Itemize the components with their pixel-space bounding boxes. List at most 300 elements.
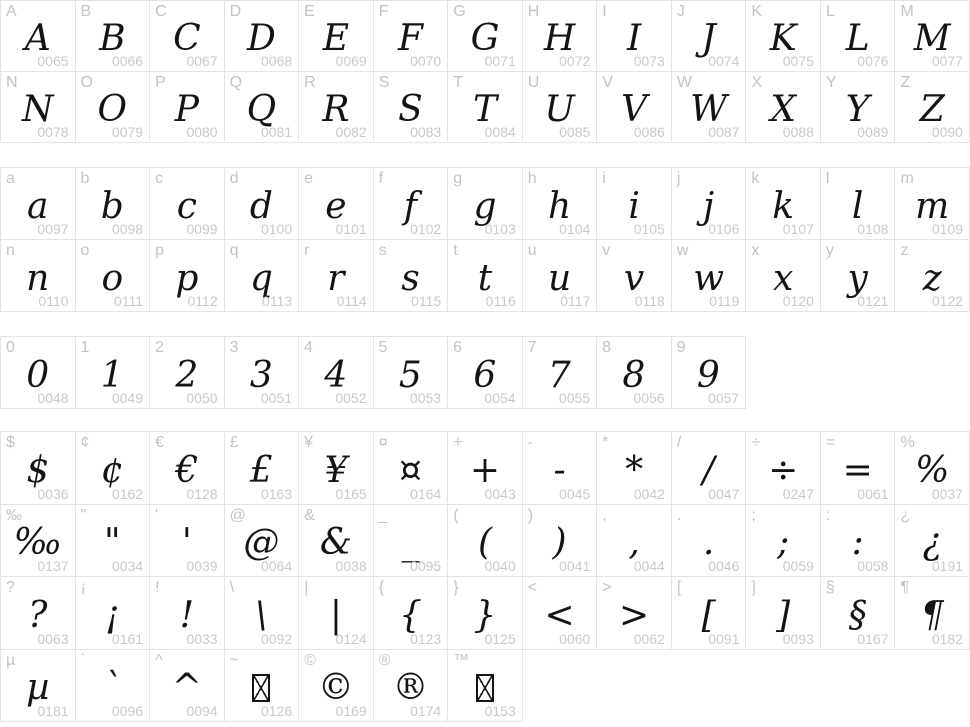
glyph-cell[interactable] xyxy=(374,577,449,650)
glyph-cell[interactable] xyxy=(523,577,598,650)
unicode-code: 0164 xyxy=(410,485,442,502)
glyph-block-uppercase xyxy=(0,0,970,143)
unicode-code: 0068 xyxy=(260,53,293,69)
glyph-preview: j xyxy=(703,185,715,227)
glyph-cell[interactable] xyxy=(821,505,896,578)
glyph-cell[interactable] xyxy=(225,577,300,650)
unicode-code: 0191 xyxy=(931,558,963,574)
glyph-preview: u xyxy=(547,257,572,299)
glyph-cell[interactable] xyxy=(150,650,225,723)
glyph-preview: T xyxy=(472,89,497,130)
unicode-code: 0074 xyxy=(708,53,740,69)
character-label: j xyxy=(676,170,681,187)
glyph-cell[interactable] xyxy=(448,240,523,312)
glyph-cell[interactable] xyxy=(523,240,598,312)
character-label: " xyxy=(80,506,87,524)
glyph-cell[interactable] xyxy=(150,72,225,143)
glyph-cell[interactable] xyxy=(150,240,225,312)
glyph-cell[interactable] xyxy=(299,240,374,312)
glyph-cell[interactable] xyxy=(374,1,449,72)
glyph-preview: ¥ xyxy=(324,449,348,491)
character-label: ; xyxy=(751,506,756,524)
glyph-cell[interactable] xyxy=(150,505,225,578)
glyph-cell[interactable] xyxy=(895,72,970,143)
character-label: § xyxy=(825,579,835,596)
character-label: A xyxy=(6,3,17,20)
glyph-preview: 7 xyxy=(547,354,571,396)
glyph-cell[interactable] xyxy=(448,337,523,409)
glyph-cell[interactable] xyxy=(746,1,821,72)
glyph-cell[interactable] xyxy=(150,577,225,650)
glyph-preview: { xyxy=(399,594,422,636)
glyph-preview: _ xyxy=(401,522,420,564)
glyph-cell[interactable] xyxy=(448,650,523,723)
glyph-cell[interactable] xyxy=(225,168,300,240)
unicode-code: 0041 xyxy=(559,558,591,574)
character-label: % xyxy=(900,434,915,451)
glyph-preview: I xyxy=(626,18,642,59)
glyph-cell[interactable] xyxy=(597,337,672,409)
glyph-preview: µ xyxy=(26,667,50,709)
glyph-cell[interactable] xyxy=(448,1,523,72)
glyph-cell[interactable] xyxy=(299,505,374,578)
character-label: \ xyxy=(229,579,235,596)
character-label: 5 xyxy=(378,339,388,356)
glyph-cell[interactable] xyxy=(821,168,896,240)
glyph-cell[interactable] xyxy=(523,337,598,409)
character-label: O xyxy=(80,74,93,91)
character-label: ^ xyxy=(155,651,163,669)
character-label: 3 xyxy=(229,339,239,356)
glyph-cell[interactable] xyxy=(76,432,151,505)
glyph-preview: € xyxy=(175,449,199,491)
glyph-preview: X xyxy=(770,89,796,130)
glyph-preview: ÷ xyxy=(768,449,799,491)
glyph-cell[interactable] xyxy=(895,168,970,240)
glyph-cell[interactable] xyxy=(523,1,598,72)
glyph-preview: p xyxy=(175,257,199,299)
character-label: © xyxy=(304,651,316,669)
glyph-preview: : xyxy=(851,522,864,564)
glyph-preview: ® xyxy=(392,667,429,709)
unicode-code: 0085 xyxy=(559,124,591,140)
glyph-preview: , xyxy=(628,522,640,564)
glyph-cell[interactable] xyxy=(76,505,151,578)
unicode-code: 0104 xyxy=(559,221,591,237)
unicode-code: 0046 xyxy=(708,558,740,574)
glyph-cell[interactable] xyxy=(821,577,896,650)
unicode-code: 0102 xyxy=(410,221,442,237)
unicode-code: 0137 xyxy=(37,558,69,574)
glyph-cell[interactable] xyxy=(523,505,598,578)
glyph-preview: H xyxy=(543,18,576,59)
glyph-preview: 5 xyxy=(398,354,422,396)
glyph-preview: ¤ xyxy=(399,449,422,491)
character-label: * xyxy=(602,434,609,451)
character-label: 8 xyxy=(602,339,611,356)
character-label: W xyxy=(676,74,692,91)
glyph-cell[interactable] xyxy=(225,650,300,723)
character-label: v xyxy=(602,242,611,259)
unicode-code: 0125 xyxy=(484,630,516,647)
unicode-code: 0124 xyxy=(335,630,367,647)
glyph-preview: s xyxy=(401,257,420,299)
glyph-cell[interactable] xyxy=(76,72,151,143)
glyph-cell[interactable] xyxy=(1,505,76,578)
character-label: ¡ xyxy=(80,579,86,596)
glyph-preview: z xyxy=(922,257,942,299)
unicode-code: 0043 xyxy=(484,485,516,502)
glyph-cell[interactable] xyxy=(1,240,76,312)
glyph-cell[interactable] xyxy=(672,72,747,143)
glyph-cell[interactable] xyxy=(821,432,896,505)
glyph-cell[interactable] xyxy=(1,432,76,505)
glyph-preview: " xyxy=(104,522,121,564)
unicode-code: 0053 xyxy=(409,390,442,406)
glyph-cell[interactable] xyxy=(746,577,821,650)
character-label: ? xyxy=(6,579,15,596)
unicode-code: 0086 xyxy=(633,124,665,140)
unicode-code: 0092 xyxy=(260,630,293,647)
glyph-preview: K xyxy=(769,18,797,59)
character-label: ‰ xyxy=(6,506,22,524)
glyph-preview: E xyxy=(322,18,350,59)
character-label: = xyxy=(825,434,836,451)
glyph-cell[interactable] xyxy=(299,72,374,143)
unicode-code: 0083 xyxy=(410,124,442,140)
glyph-cell[interactable] xyxy=(150,337,225,409)
unicode-code: 0063 xyxy=(37,630,69,647)
glyph-preview: f xyxy=(403,185,418,227)
unicode-code: 0115 xyxy=(411,293,442,309)
unicode-code: 0120 xyxy=(782,293,814,309)
character-label: H xyxy=(527,3,540,20)
glyph-preview: J xyxy=(701,18,716,59)
unicode-code: 0153 xyxy=(484,703,516,719)
glyph-cell[interactable] xyxy=(150,432,225,505)
glyph-cell[interactable] xyxy=(672,577,747,650)
glyph-preview: V xyxy=(621,89,648,130)
glyph-cell[interactable] xyxy=(746,72,821,143)
glyph-preview: ¡ xyxy=(105,594,120,636)
glyph-preview: ` xyxy=(103,667,122,709)
glyph-preview: m xyxy=(915,185,950,227)
glyph-preview: ; xyxy=(777,522,790,564)
glyph-cell[interactable] xyxy=(821,72,896,143)
glyph-cell[interactable] xyxy=(1,168,76,240)
character-label: ™ xyxy=(453,651,470,669)
character-label: 6 xyxy=(453,339,462,356)
character-label: ¿ xyxy=(900,506,911,524)
glyph-cell[interactable] xyxy=(448,72,523,143)
glyph-preview: 0 xyxy=(26,354,50,396)
glyph-preview: Q xyxy=(246,89,277,130)
glyph-cell[interactable] xyxy=(299,337,374,409)
character-label: 2 xyxy=(155,339,164,356)
unicode-code: 0114 xyxy=(336,293,367,309)
glyph-preview: ( xyxy=(477,522,493,564)
character-label: > xyxy=(602,579,612,596)
character-label: Z xyxy=(900,74,911,91)
glyph-cell[interactable] xyxy=(448,168,523,240)
character-label: ` xyxy=(80,651,86,669)
glyph-cell[interactable] xyxy=(821,1,896,72)
glyph-cell[interactable] xyxy=(895,505,970,578)
glyph-cell[interactable] xyxy=(895,577,970,650)
glyph-cell[interactable] xyxy=(299,432,374,505)
unicode-code: 0112 xyxy=(187,293,218,309)
unicode-code: 0094 xyxy=(186,703,218,719)
glyph-preview: ' xyxy=(181,522,192,564)
glyph-cell[interactable] xyxy=(1,337,76,409)
unicode-code: 0107 xyxy=(782,221,814,237)
unicode-code: 0039 xyxy=(186,558,218,574)
glyph-preview: d xyxy=(249,185,273,227)
character-label: / xyxy=(676,434,682,451)
glyph-preview: } xyxy=(473,594,497,636)
glyph-cell[interactable] xyxy=(299,577,374,650)
glyph-cell[interactable] xyxy=(76,337,151,409)
unicode-code: 0047 xyxy=(708,485,740,502)
glyph-cell[interactable] xyxy=(76,240,151,312)
character-label: ® xyxy=(378,651,391,669)
glyph-preview: k xyxy=(772,185,795,227)
unicode-code: 0163 xyxy=(260,485,293,502)
character-label: B xyxy=(80,3,92,20)
glyph-cell[interactable] xyxy=(150,1,225,72)
glyph-cell[interactable] xyxy=(597,240,672,312)
character-label: 4 xyxy=(304,339,313,356)
glyph-preview: ¿ xyxy=(922,522,942,564)
glyph-cell[interactable] xyxy=(225,240,300,312)
unicode-code: 0040 xyxy=(484,558,516,574)
glyph-cell[interactable] xyxy=(523,168,598,240)
unicode-code: 0056 xyxy=(633,390,665,406)
glyph-cell[interactable] xyxy=(597,432,672,505)
glyph-cell[interactable] xyxy=(746,432,821,505)
character-label: { xyxy=(378,579,385,596)
character-label: € xyxy=(155,434,164,451)
character-label: : xyxy=(825,506,831,524)
glyph-preview: w xyxy=(693,257,725,299)
glyph-cell[interactable] xyxy=(374,240,449,312)
glyph-preview: o xyxy=(101,257,124,299)
glyph-preview: + xyxy=(469,449,501,491)
unicode-code: 0033 xyxy=(186,630,218,647)
glyph-cell[interactable] xyxy=(225,505,300,578)
glyph-preview: - xyxy=(553,449,566,491)
glyph-preview: Y xyxy=(845,89,870,130)
unicode-code: 0110 xyxy=(38,293,69,309)
character-label: L xyxy=(825,3,835,20)
unicode-code: 0072 xyxy=(559,53,591,69)
unicode-code: 0090 xyxy=(931,124,963,140)
glyph-cell[interactable] xyxy=(895,432,970,505)
glyph-block-digits xyxy=(0,336,746,409)
glyph-cell[interactable] xyxy=(672,337,747,409)
character-label: ! xyxy=(155,579,160,596)
character-label: w xyxy=(676,242,689,259)
glyph-preview: i xyxy=(628,185,640,227)
character-label: M xyxy=(900,3,914,20)
unicode-code: 0050 xyxy=(186,390,218,406)
glyph-preview: L xyxy=(845,18,870,59)
glyph-cell[interactable] xyxy=(374,168,449,240)
glyph-cell[interactable] xyxy=(523,72,598,143)
glyph-preview: 2 xyxy=(175,354,199,396)
character-label: C xyxy=(155,3,167,20)
glyph-cell[interactable] xyxy=(299,1,374,72)
unicode-code: 0108 xyxy=(857,221,889,237)
glyph-preview: $ xyxy=(26,449,50,491)
character-label: G xyxy=(453,3,466,20)
character-label: q xyxy=(229,242,239,259)
glyph-preview: ] xyxy=(776,594,791,636)
character-label: U xyxy=(527,74,540,91)
glyph-preview: W xyxy=(690,89,728,130)
glyph-cell[interactable] xyxy=(523,432,598,505)
glyph-cell[interactable] xyxy=(672,240,747,312)
glyph-cell[interactable] xyxy=(1,650,76,723)
character-label: ~ xyxy=(229,651,239,669)
glyph-cell[interactable] xyxy=(374,432,449,505)
glyph-cell[interactable] xyxy=(76,577,151,650)
glyph-cell[interactable] xyxy=(448,432,523,505)
glyph-preview: e xyxy=(325,185,347,227)
glyph-preview: © xyxy=(317,667,354,709)
glyph-cell[interactable] xyxy=(821,240,896,312)
glyph-cell[interactable] xyxy=(150,168,225,240)
glyph-preview: a xyxy=(27,185,49,227)
character-label: $ xyxy=(6,434,15,451)
character-label: u xyxy=(527,242,537,259)
unicode-code: 0078 xyxy=(37,124,69,140)
glyph-block-lowercase xyxy=(0,167,970,312)
glyph-preview: \ xyxy=(255,594,268,636)
glyph-cell[interactable] xyxy=(299,650,374,723)
unicode-code: 0049 xyxy=(111,390,144,406)
glyph-cell[interactable] xyxy=(225,72,300,143)
glyph-preview: N xyxy=(22,89,54,130)
unicode-code: 0119 xyxy=(709,293,740,309)
character-label: - xyxy=(527,434,534,451)
glyph-preview: g xyxy=(473,185,497,227)
glyph-cell[interactable] xyxy=(672,432,747,505)
unicode-code: 0169 xyxy=(335,703,367,719)
character-label: F xyxy=(378,3,389,20)
glyph-cell[interactable] xyxy=(374,337,449,409)
glyph-preview: 4 xyxy=(324,354,348,396)
glyph-cell[interactable] xyxy=(299,168,374,240)
unicode-code: 0051 xyxy=(260,390,293,406)
character-label: p xyxy=(155,242,164,259)
glyph-cell[interactable] xyxy=(448,505,523,578)
character-label: a xyxy=(6,170,15,187)
unicode-code: 0128 xyxy=(186,485,218,502)
glyph-cell[interactable] xyxy=(746,168,821,240)
glyph-cell[interactable] xyxy=(76,1,151,72)
glyph-preview: 8 xyxy=(622,354,646,396)
character-label: D xyxy=(229,3,242,20)
glyph-cell[interactable] xyxy=(448,577,523,650)
glyph-cell[interactable] xyxy=(374,505,449,578)
glyph-cell[interactable] xyxy=(76,168,151,240)
character-label: f xyxy=(378,170,384,187)
character-label: ÷ xyxy=(751,434,761,451)
character-label: X xyxy=(751,74,763,91)
character-label: V xyxy=(602,74,613,91)
glyph-cell[interactable] xyxy=(746,505,821,578)
glyph-cell[interactable] xyxy=(597,505,672,578)
glyph-cell[interactable] xyxy=(1,1,76,72)
glyph-preview: q xyxy=(249,257,273,299)
unicode-code: 0122 xyxy=(931,293,963,309)
character-label: ) xyxy=(527,506,534,524)
glyph-cell[interactable] xyxy=(597,1,672,72)
glyph-cell[interactable] xyxy=(225,1,300,72)
character-label: | xyxy=(304,579,309,596)
character-label: m xyxy=(900,170,914,187)
glyph-cell[interactable] xyxy=(76,650,151,723)
glyph-cell[interactable] xyxy=(895,240,970,312)
glyph-cell[interactable] xyxy=(672,168,747,240)
unicode-code: 0044 xyxy=(633,558,665,574)
glyph-cell[interactable] xyxy=(597,577,672,650)
character-label: N xyxy=(6,74,18,91)
unicode-code: 0162 xyxy=(111,485,144,502)
glyph-cell[interactable] xyxy=(895,1,970,72)
character-label: 9 xyxy=(676,339,686,356)
unicode-code: 0079 xyxy=(111,124,144,140)
character-label: k xyxy=(751,170,760,187)
glyph-cell[interactable] xyxy=(597,72,672,143)
glyph-preview: 3 xyxy=(249,354,273,396)
unicode-code: 0098 xyxy=(111,221,144,237)
character-label: h xyxy=(527,170,537,187)
character-label: 0 xyxy=(6,339,15,356)
character-label: z xyxy=(900,242,909,259)
unicode-code: 0060 xyxy=(559,630,591,647)
unicode-code: 0100 xyxy=(260,221,293,237)
unicode-code: 0117 xyxy=(560,293,591,309)
glyph-cell[interactable] xyxy=(672,1,747,72)
unicode-code: 0042 xyxy=(633,485,665,502)
glyph-cell[interactable] xyxy=(597,168,672,240)
unicode-code: 0123 xyxy=(410,630,442,647)
glyph-cell[interactable] xyxy=(225,432,300,505)
glyph-preview: ¶ xyxy=(920,594,944,636)
glyph-cell[interactable] xyxy=(1,577,76,650)
glyph-preview: t xyxy=(477,257,493,299)
unicode-code: 0055 xyxy=(558,390,591,406)
character-label: µ xyxy=(6,651,16,669)
glyph-preview: . xyxy=(702,522,715,564)
glyph-cell[interactable] xyxy=(374,650,449,723)
glyph-cell[interactable] xyxy=(672,505,747,578)
glyph-cell[interactable] xyxy=(746,240,821,312)
character-label: } xyxy=(453,579,459,596)
glyph-preview: ¢ xyxy=(100,449,124,491)
unicode-code: 0069 xyxy=(335,53,367,69)
unicode-code: 0036 xyxy=(37,485,69,502)
unicode-code: 0062 xyxy=(633,630,665,647)
unicode-code: 0058 xyxy=(857,558,889,574)
glyph-cell[interactable] xyxy=(374,72,449,143)
character-label: g xyxy=(453,170,463,187)
glyph-cell[interactable] xyxy=(225,337,300,409)
glyph-cell[interactable] xyxy=(1,72,76,143)
character-label: . xyxy=(676,506,682,524)
